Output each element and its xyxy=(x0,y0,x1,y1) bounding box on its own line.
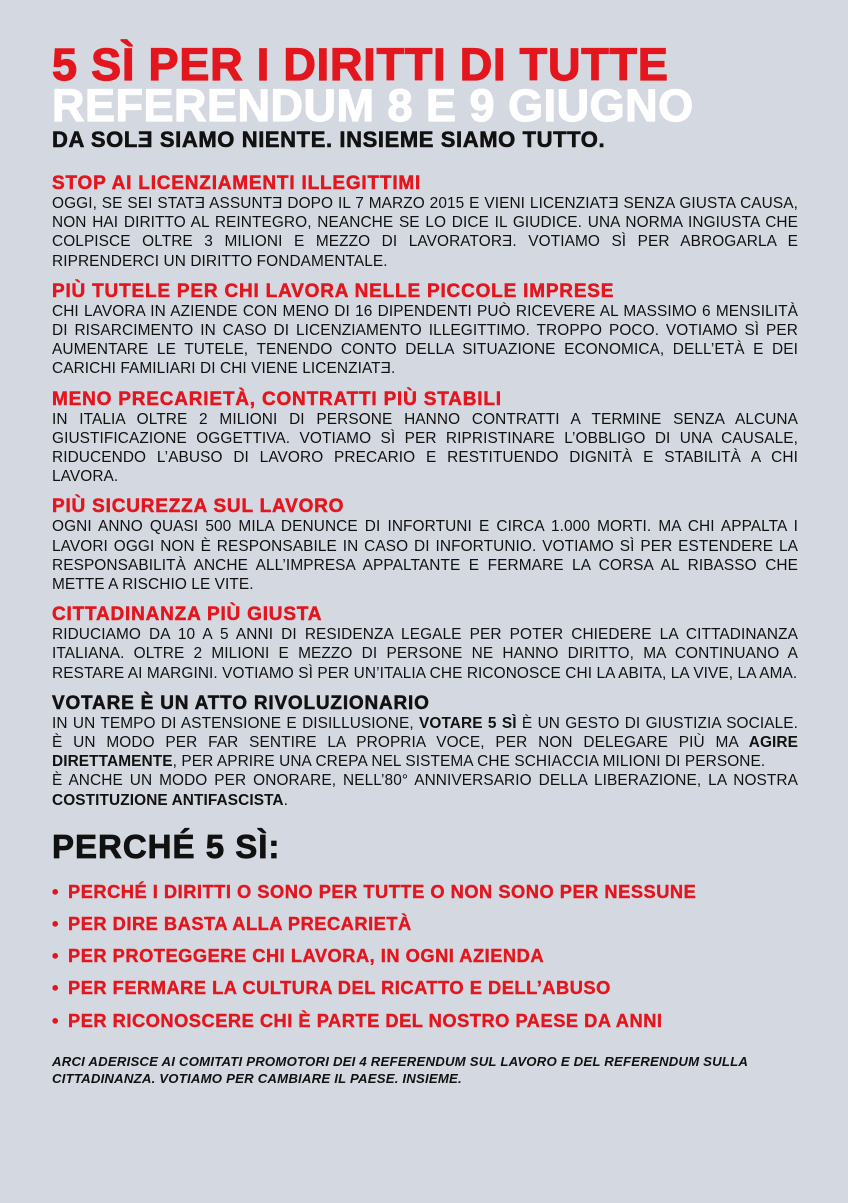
page-title: 5 SÌ PER I DIRITTI DI TUTTE xyxy=(52,39,669,90)
bullet-icon: • xyxy=(52,977,59,999)
page-subtitle: REFERENDUM 8 E 9 GIUGNO xyxy=(52,80,694,131)
list-item-label: PER PROTEGGERE CHI LAVORA, IN OGNI AZIENDA xyxy=(68,945,545,967)
list-item xyxy=(52,908,798,940)
text-run: IN UN TEMPO DI ASTENSIONE E DISILLUSIONE, xyxy=(52,714,420,732)
flyer xyxy=(52,39,798,1087)
text-run: È ANCHE UN MODO PER ONORARE, NELL’80° ANNIVERSARIO DELLA LIBERAZIONE, LA NOSTRA xyxy=(52,772,798,790)
section-piccole-imprese xyxy=(52,282,798,379)
bullet-icon: • xyxy=(52,1009,59,1031)
why-title: PERCHÉ 5 SÌ: xyxy=(52,827,281,865)
text-emphasis: AGIRE DIRETTAMENTE xyxy=(52,734,798,771)
list-item-label: PER DIRE BASTA ALLA PRECARIETÀ xyxy=(68,913,412,935)
footer-note: ARCI ADERISCE AI COMITATI PROMOTORI DEI 4 REFERENDUM SUL LAVORO E DEL REFERENDUM SULLA CITTADINANZA. VOTIAMO PER CAMBIARE IL PAESE. INSIEME. xyxy=(52,1053,748,1086)
section-body: CHI LAVORA IN AZIENDE CON MENO DI 16 DIPENDENTI PUÒ RICEVERE AL MASSIMO 6 MENSILITÀ DI RISARCIMENTO IN CASO DI LICENZIAMENTO ILLEGITTIMO. TROPPO POCO. VOTIAMO SÌ PER AUMENTARE LE TUTELE, TENENDO CONTO DELLA SITUAZIONE ECONOMICA, DELL’ETÀ E DEI CARICHI FAMILIARI DI CHI VIENE LICENZIATƎ. xyxy=(52,302,798,378)
section-title: VOTARE È UN ATTO RIVOLUZIONARIO xyxy=(52,692,430,714)
list-item-label: PERCHÉ I DIRITTI O SONO PER TUTTE O NON SONO PER NESSUNE xyxy=(68,880,697,902)
section-body: RIDUCIAMO DA 10 A 5 ANNI DI RESIDENZA LEGALE PER POTER CHIEDERE LA CITTADINANZA ITALIANA. OLTRE 2 MILIONI E MEZZO DI PERSONE NE HANNO DIRITTO, MA CONTINUANO A RESTARE AI MARGINI. VOTIAMO SÌ PER UN’ITALIA CHE RICONOSCE CHI LA ABITA, LA VIVE, LA AMA. xyxy=(52,626,798,682)
text-run: . xyxy=(283,791,289,809)
section-cittadinanza xyxy=(52,605,798,683)
section-precarieta xyxy=(52,390,798,487)
list-item xyxy=(52,876,798,908)
text-emphasis: COSTITUZIONE ANTIFASCISTA xyxy=(52,791,284,809)
tagline: DA SOLƎ SIAMO NIENTE. INSIEME SIAMO TUTTO. xyxy=(52,127,606,152)
section-body: IN ITALIA OLTRE 2 MILIONI DI PERSONE HANNO CONTRATTI A TERMINE SENZA ALCUNA GIUSTIFICAZIONE OGGETTIVA. VOTIAMO SÌ PER RIPRISTINARE L’OBBLIGO DI UNA CAUSALE, RIDUCENDO L’ABUSO DI LAVORO PRECARIO E RESTITUENDO DIGNITÀ E STABILITÀ A CHI LAVORA. xyxy=(52,410,798,486)
section-sicurezza xyxy=(52,497,798,594)
list-item-label: PER FERMARE LA CULTURA DEL RICATTO E DELL’ABUSO xyxy=(68,977,611,999)
section-title: STOP AI LICENZIAMENTI ILLEGITTIMI xyxy=(52,173,422,194)
bullet-icon: • xyxy=(52,945,59,967)
section-body: OGNI ANNO QUASI 500 MILA DENUNCE DI INFORTUNI E CIRCA 1.000 MORTI. MA CHI APPALTA I LAVORI OGGI NON È RESPONSABILE IN CASO DI INFORTUNIO. VOTIAMO SÌ PER ESTENDERE LA RESPONSABILITÀ ANCHE ALL’IMPRESA APPALTANTE E FERMARE LA CORSA AL RIBASSO CHE METTE A RISCHIO LE VITE. xyxy=(52,518,798,594)
section-title: MENO PRECARIETÀ, CONTRATTI PIÙ STABILI xyxy=(52,388,502,410)
text-emphasis: VOTARE 5 SÌ xyxy=(419,714,517,732)
list-item xyxy=(52,972,798,1004)
section-title: PIÙ SICUREZZA SUL LAVORO xyxy=(52,496,345,518)
why-list xyxy=(52,876,798,1037)
text-run: , PER APRIRE UNA CREPA NEL SISTEMA CHE SCHIACCIA MILIONI DI PERSONE. xyxy=(172,753,766,771)
section-body xyxy=(52,714,798,810)
section-licenziamenti xyxy=(52,174,798,271)
text-run: È UN GESTO DI GIUSTIZIA SOCIALE. È UN MODO PER FAR SENTIRE LA PROPRIA VOCE, PER NON DELEGARE PIÙ MA xyxy=(52,714,798,752)
bullet-icon: • xyxy=(52,880,59,902)
list-item xyxy=(52,940,798,972)
section-title: PIÙ TUTELE PER CHI LAVORA NELLE PICCOLE IMPRESE xyxy=(52,280,615,302)
section-title: CITTADINANZA PIÙ GIUSTA xyxy=(52,604,323,626)
section-votare xyxy=(52,694,798,810)
section-body: OGGI, SE SEI STATƎ ASSUNTƎ DOPO IL 7 MARZO 2015 E VIENI LICENZIATƎ SENZA GIUSTA CAUSA, NON HAI DIRITTO AL REINTEGRO, NEANCHE SE LO DICE IL GIUDICE. UNA NORMA INGIUSTA CHE COLPISCE OLTRE 3 MILIONI E MEZZO DI LAVORATORƎ. VOTIAMO SÌ PER ABROGARLA E RIPRENDERCI UN DIRITTO FONDAMENTALE. xyxy=(52,195,798,270)
bullet-icon: • xyxy=(52,913,59,935)
list-item xyxy=(52,1005,798,1037)
list-item-label: PER RICONOSCERE CHI È PARTE DEL NOSTRO PAESE DA ANNI xyxy=(68,1009,663,1031)
